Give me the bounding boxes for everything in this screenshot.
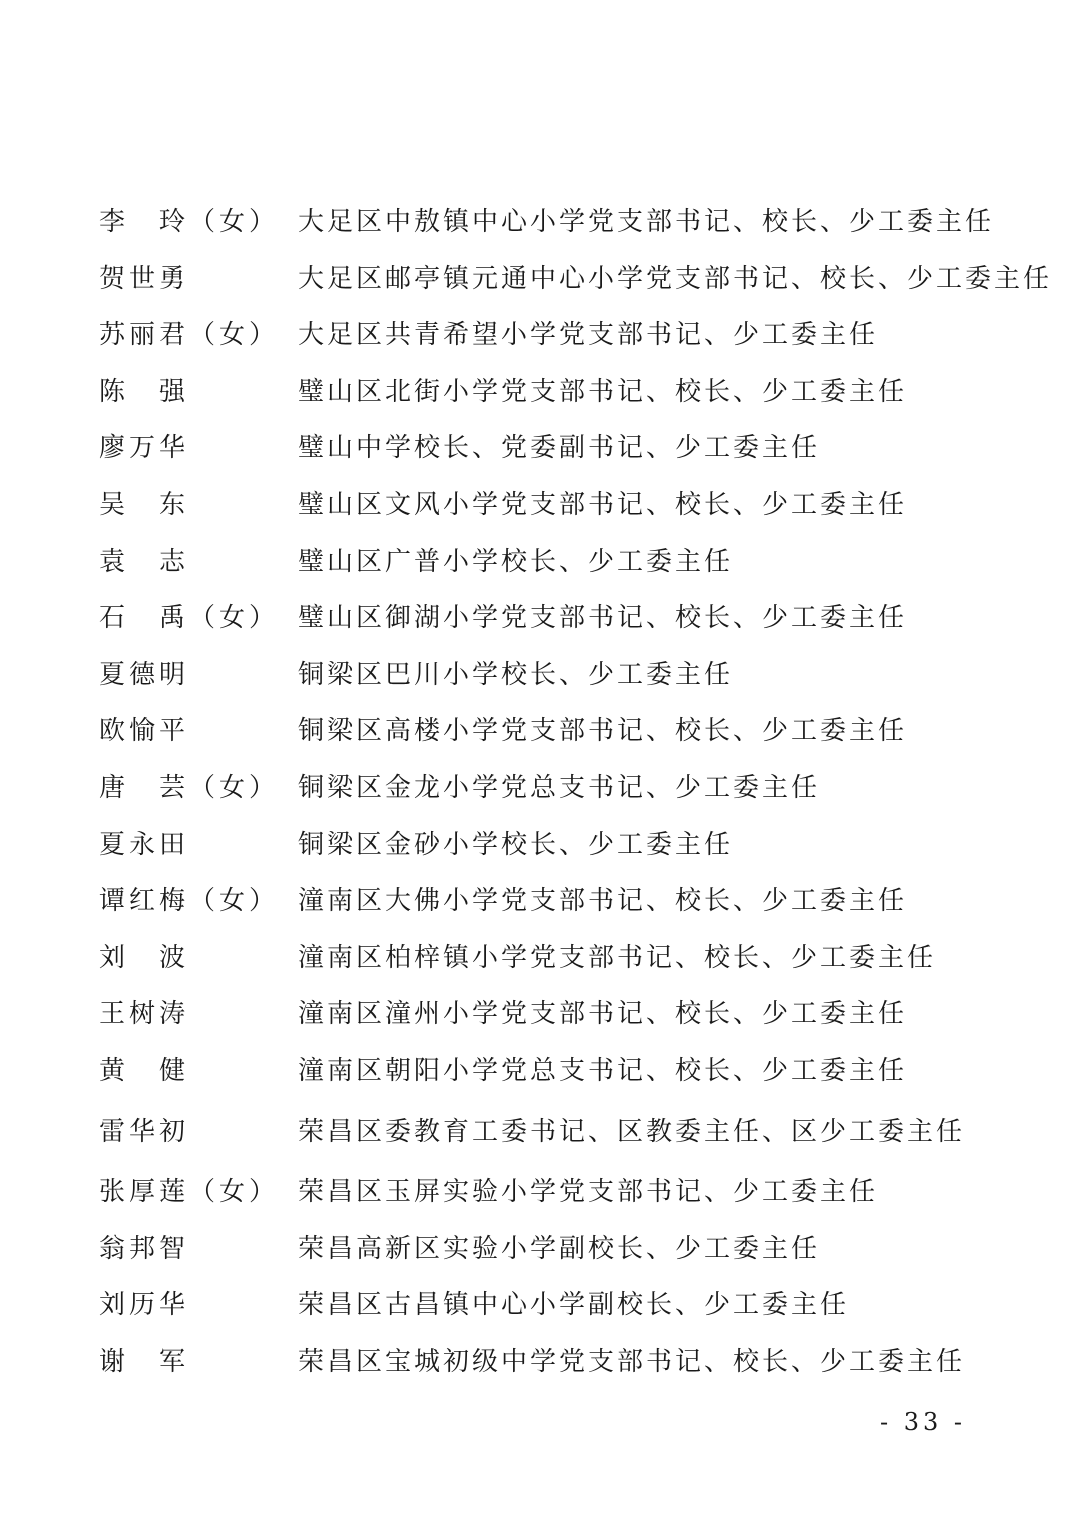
list-item [99,1225,999,1282]
list-item [99,424,999,481]
person-name: 廖万华 [99,433,190,464]
list-item [99,311,999,368]
person-title: 璧山区文风小学党支部书记、校长、少工委主任 [298,489,908,520]
person-name: 翁邦智 [99,1233,190,1264]
person-title: 荣昌高新区实验小学副校长、少工委主任 [298,1233,821,1264]
list-item [99,1168,999,1225]
list-item [99,1047,999,1104]
person-title: 潼南区大佛小学党支部书记、校长、少工委主任 [298,886,908,917]
person-title: 大足区中敖镇中心小学党支部书记、校长、少工委主任 [298,207,995,237]
list-item [99,255,1053,312]
list-item [99,877,999,934]
list-item [99,651,999,708]
person-title: 潼南区柏梓镇小学党支部书记、校长、少工委主任 [298,942,937,973]
list-item [99,198,999,255]
person-name: 吴 东 [99,489,190,520]
person-title: 荣昌区宝城初级中学党支部书记、校长、少工委主任 [298,1346,966,1377]
person-title: 大足区邮亭镇元通中心小学党支部书记、校长、少工委主任 [298,263,1053,294]
list-item [99,368,999,425]
person-name: 袁 志 [99,546,190,577]
list-item [99,707,999,764]
person-name: 刘 波 [99,942,190,973]
list-item [99,538,999,595]
person-name: 谢 军 [99,1346,190,1377]
person-title: 荣昌区玉屏实验小学党支部书记、少工委主任 [298,1177,879,1208]
person-name: 李 玲（女） [99,207,280,237]
person-title: 璧山区广普小学校长、少工委主任 [298,546,734,577]
person-title: 潼南区朝阳小学党总支书记、校长、少工委主任 [298,1055,908,1086]
person-name: 刘历华 [99,1290,190,1321]
list-item [99,1108,999,1165]
person-title: 璧山中学校长、党委副书记、少工委主任 [298,433,821,464]
person-title: 大足区共青希望小学党支部书记、少工委主任 [298,320,879,351]
list-item [99,594,999,651]
list-item [99,1338,999,1395]
person-name: 欧愉平 [99,716,190,747]
list-item [99,990,999,1047]
list-item [99,764,999,821]
person-title: 璧山区北街小学党支部书记、校长、少工委主任 [298,376,908,407]
person-title: 荣昌区古昌镇中心小学副校长、少工委主任 [298,1290,850,1321]
list-item [99,821,999,878]
person-name: 陈 强 [99,376,190,407]
person-name: 王树涛 [99,999,190,1030]
name-list [99,198,1053,1394]
person-title: 铜梁区金砂小学校长、少工委主任 [298,829,734,860]
person-name: 夏永田 [99,829,190,860]
person-name: 唐 芸（女） [99,772,280,803]
list-item [99,934,999,991]
person-name: 黄 健 [99,1055,190,1086]
person-name: 夏德明 [99,659,190,690]
person-name: 苏丽君（女） [99,320,280,351]
person-name: 贺世勇 [99,263,190,294]
person-title: 荣昌区委教育工委书记、区教委主任、区少工委主任 [298,1116,966,1147]
person-title: 铜梁区高楼小学党支部书记、校长、少工委主任 [298,716,908,747]
person-name: 张厚莲（女） [99,1177,280,1208]
person-name: 谭红梅（女） [99,886,280,917]
person-title: 铜梁区金龙小学党总支书记、少工委主任 [298,772,821,803]
page-number: - 33 - [880,1408,967,1436]
list-item [99,481,999,538]
list-item [99,1281,999,1338]
person-title: 潼南区潼州小学党支部书记、校长、少工委主任 [298,999,908,1030]
person-name: 石 禹（女） [99,603,280,634]
person-title: 铜梁区巴川小学校长、少工委主任 [298,659,734,690]
person-title: 璧山区御湖小学党支部书记、校长、少工委主任 [298,603,908,634]
person-name: 雷华初 [99,1116,190,1147]
